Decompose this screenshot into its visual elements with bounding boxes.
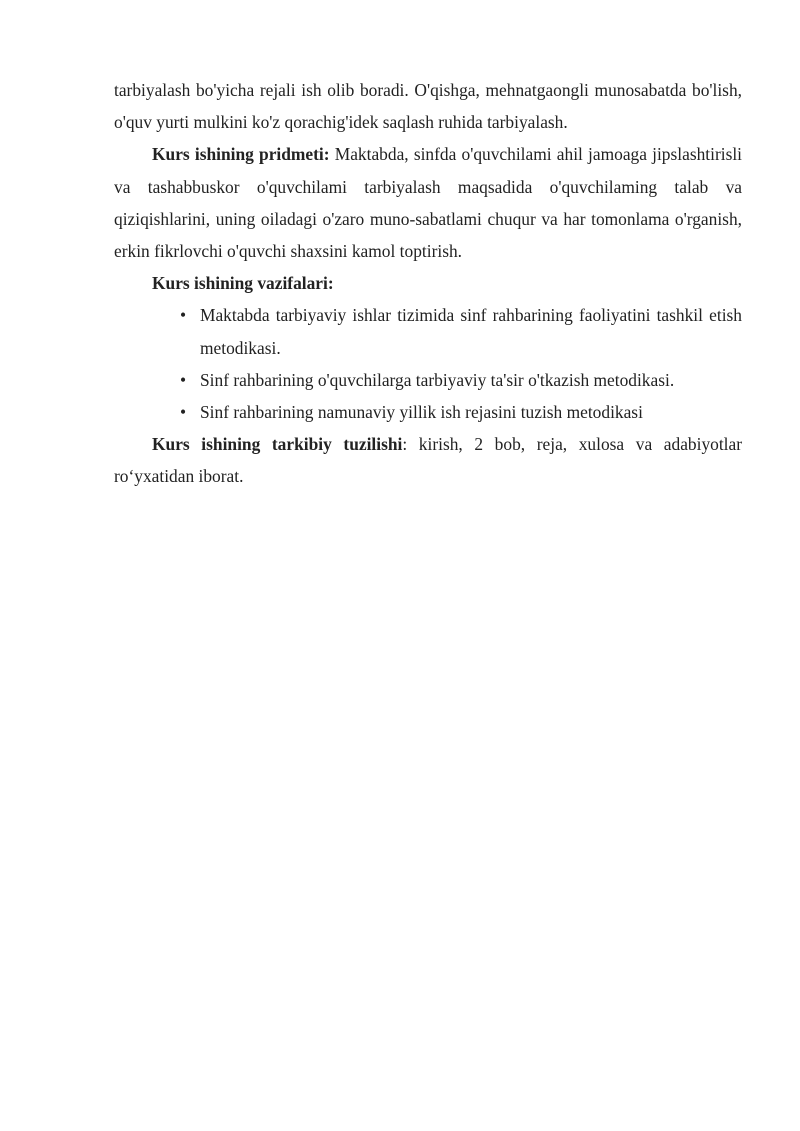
subject-term: Kurs ishining pridmeti:	[152, 144, 330, 165]
bullet-icon: •	[179, 402, 187, 423]
bullet-icon: •	[179, 369, 187, 390]
structure-paragraph	[114, 428, 742, 492]
list-item	[114, 396, 742, 428]
structure-term: Kurs ishining tarkibiy tuzilishi	[152, 434, 403, 455]
list-item-text: Maktabda tarbiyaviy ishlar tizimida sinf rahbarining faoliyatini tashkil etish metodikasi.	[200, 305, 742, 358]
subject-paragraph	[114, 138, 742, 267]
tasks-heading: Kurs ishining vazifalari:	[152, 273, 334, 294]
list-item	[114, 299, 742, 363]
list-item-text: Sinf rahbarining o'quvchilarga tarbiyaviy ta'sir o'tkazish metodikasi.	[200, 369, 675, 390]
list-item-text: Sinf rahbarining namunaviy yillik ish rejasini tuzish metodikasi	[200, 402, 643, 423]
subject-text: Maktabda, sinfda o'quvchilami ahil jamoaga jipslashtirisli va tashabbuskor o'quvchilami tarbiyalash maqsadida o'quvchilaming talab va qiziqishlarini, uning oiladagi o'zaro muno-sabatlami chuqur va har tomonlama o'rganish, erkin fikrlovchi o'quvchi shaxsini kamol toptirish.	[114, 144, 742, 262]
intro-paragraph: tarbiyalash bo'yicha rejali ish olib boradi. O'qishga, mehnatgaongli munosabatda bo'lish, o'quv yurti mulkini ko'z qorachig'idek saqlash ruhida tarbiyalash.	[114, 80, 742, 133]
bullet-icon: •	[179, 305, 187, 326]
tasks-list	[114, 299, 742, 428]
document-body	[114, 74, 742, 493]
structure-text: : kirish, 2 bob, reja, xulosa va adabiyotlar ro‘yxatidan iborat.	[114, 434, 743, 487]
list-item	[114, 364, 742, 396]
